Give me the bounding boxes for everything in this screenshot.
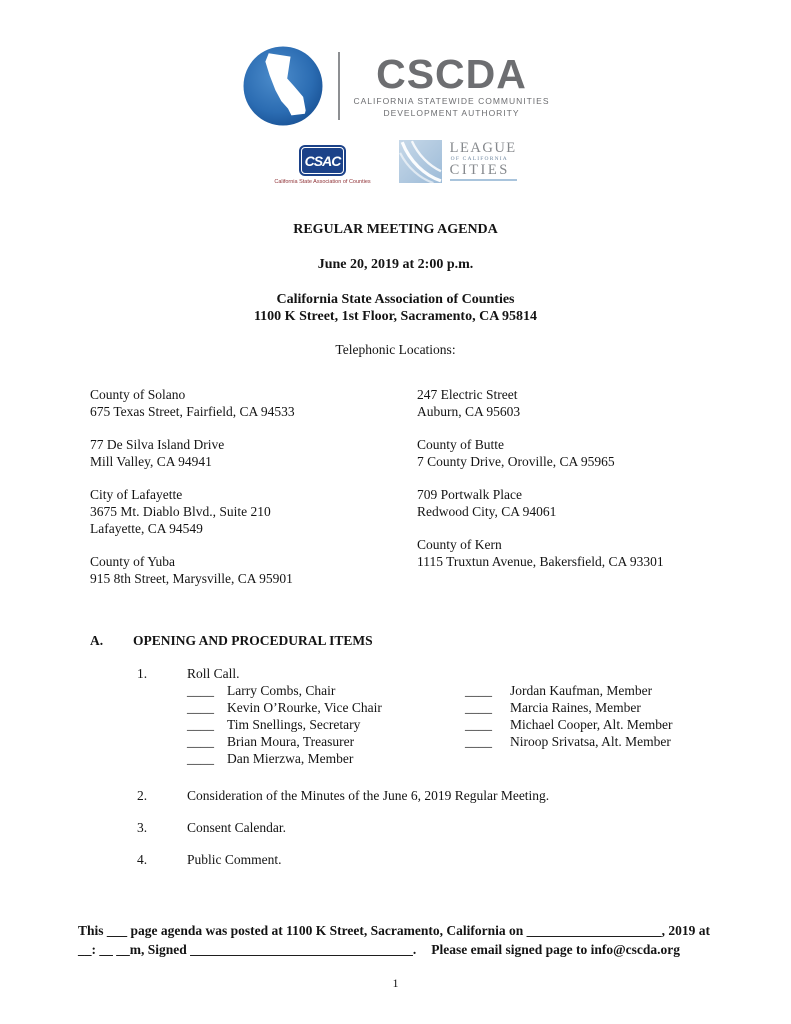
location-line: 1115 Truxtun Avenue, Bakersfield, CA 93301 xyxy=(417,554,664,569)
location-line: Redwood City, CA 94061 xyxy=(417,504,557,519)
section-letter: A. xyxy=(90,633,104,648)
roll-call-blank-line: ____ xyxy=(187,700,214,715)
roll-call-name: Jordan Kaufman, Member xyxy=(510,683,653,698)
roll-call-name: Tim Snellings, Secretary xyxy=(227,717,361,732)
agenda-item-1 xyxy=(137,665,791,682)
logo-divider xyxy=(338,52,340,120)
section-title: OPENING AND PROCEDURAL ITEMS xyxy=(133,633,373,648)
item-text: Public Comment. xyxy=(187,852,282,867)
roll-call-right-column xyxy=(465,682,673,767)
location-line: 7 County Drive, Oroville, CA 95965 xyxy=(417,454,615,469)
venue-name: California State Association of Counties xyxy=(276,292,515,307)
roll-call-left-column xyxy=(187,682,465,767)
location-line: Auburn, CA 95603 xyxy=(417,404,521,419)
telephonic-locations-label: Telephonic Locations: xyxy=(335,342,456,357)
roll-call-blank-line: ____ xyxy=(465,717,492,732)
roll-call-blank-line: ____ xyxy=(465,734,492,749)
roll-call-entry xyxy=(187,716,465,733)
roll-call-name: Michael Cooper, Alt. Member xyxy=(510,717,673,732)
roll-call-entry xyxy=(187,733,465,750)
location-entry xyxy=(417,386,664,420)
meeting-datetime: June 20, 2019 at 2:00 p.m. xyxy=(317,257,474,272)
cscda-tagline-line2: DEVELOPMENT AUTHORITY xyxy=(383,108,520,118)
location-entry xyxy=(90,436,417,470)
location-entry xyxy=(417,536,664,570)
cscda-acronym: CSCDA xyxy=(376,51,527,97)
location-entry xyxy=(417,436,664,470)
csac-acronym: CSAC xyxy=(304,152,341,169)
roll-call-name: Marcia Raines, Member xyxy=(510,700,641,715)
posting-notice xyxy=(78,921,738,959)
location-line: 77 De Silva Island Drive xyxy=(90,437,225,452)
roll-call-blank-line: ____ xyxy=(465,683,492,698)
location-entry xyxy=(90,386,417,420)
roll-call-name: Niroop Srivatsa, Alt. Member xyxy=(510,734,671,749)
cscda-tagline-line1: CALIFORNIA STATEWIDE COMMUNITIES xyxy=(353,96,550,106)
location-line: County of Solano xyxy=(90,387,186,402)
location-line: County of Butte xyxy=(417,437,504,452)
roll-call-list xyxy=(187,682,791,767)
item-text: Consideration of the Minutes of the June 6, 2019 Regular Meeting. xyxy=(187,788,550,803)
roll-call-blank-line: ____ xyxy=(187,717,214,732)
page-number: 1 xyxy=(392,976,399,990)
roll-call-entry xyxy=(465,733,673,750)
roll-call-entry xyxy=(187,750,465,767)
location-line: 915 8th Street, Marysville, CA 95901 xyxy=(90,571,293,586)
item-number: 4. xyxy=(137,852,148,867)
roll-call-entry xyxy=(465,682,673,699)
item-number: 3. xyxy=(137,820,148,835)
league-line2: OF CALIFORNIA xyxy=(450,156,508,162)
cscda-logo xyxy=(241,44,549,128)
roll-call-entry xyxy=(187,699,465,716)
venue-address: 1100 K Street, 1st Floor, Sacramento, CA 95814 xyxy=(253,309,538,324)
agenda-item-3 xyxy=(137,819,791,836)
item-number: 2. xyxy=(137,788,148,803)
location-line: 675 Texas Street, Fairfield, CA 94533 xyxy=(90,404,295,419)
locations-right-column xyxy=(417,386,664,603)
logo-block xyxy=(0,0,791,192)
league-wordmark xyxy=(450,141,517,181)
location-entry xyxy=(90,486,417,537)
league-line3: CITIES xyxy=(449,162,510,178)
telephonic-locations xyxy=(0,386,791,603)
roll-call-entry xyxy=(187,682,465,699)
location-line: 3675 Mt. Diablo Blvd., Suite 210 xyxy=(90,504,271,519)
item-text: Roll Call. xyxy=(187,666,240,681)
roll-call-name: Brian Moura, Treasurer xyxy=(227,734,355,749)
roll-call-entry xyxy=(465,716,673,733)
location-line: 247 Electric Street xyxy=(417,387,518,402)
csac-logo xyxy=(274,145,370,185)
roll-call-entry xyxy=(465,699,673,716)
csac-caption: California State Association of Counties xyxy=(274,179,371,185)
roll-call-blank-line: ____ xyxy=(187,683,214,698)
posting-signature-blanks: __: __ __m, Signed _________________________________. xyxy=(78,942,417,957)
agenda-item-4 xyxy=(137,851,791,868)
posting-notice-line2 xyxy=(78,940,738,959)
location-entry xyxy=(90,553,417,587)
section-heading xyxy=(90,633,791,649)
league-swoosh-icon xyxy=(399,140,442,183)
roll-call-name: Dan Mierzwa, Member xyxy=(227,751,354,766)
item-text: Consent Calendar. xyxy=(187,820,286,835)
title-block xyxy=(0,222,791,358)
partner-logos xyxy=(274,140,516,192)
posting-notice-line1: This ___ page agenda was posted at 1100 K Street, Sacramento, California on ____________________, 2019 at xyxy=(78,923,711,938)
roll-call-name: Larry Combs, Chair xyxy=(227,683,336,698)
roll-call-blank-line: ____ xyxy=(187,734,214,749)
document-title: REGULAR MEETING AGENDA xyxy=(293,222,498,237)
locations-left-column xyxy=(90,386,417,603)
location-line: County of Kern xyxy=(417,537,502,552)
cscda-wordmark xyxy=(353,51,550,118)
email-instruction: Please email signed page to info@cscda.org xyxy=(431,942,681,957)
location-line: Lafayette, CA 94549 xyxy=(90,521,203,536)
location-line: County of Yuba xyxy=(90,554,175,569)
location-line: City of Lafayette xyxy=(90,487,183,502)
roll-call-blank-line: ____ xyxy=(187,751,214,766)
agenda-item-2 xyxy=(137,787,791,804)
csac-logo-box xyxy=(299,145,346,176)
item-number: 1. xyxy=(137,666,148,681)
location-line: Mill Valley, CA 94941 xyxy=(90,454,212,469)
california-state-icon xyxy=(241,44,325,128)
agenda-section-a xyxy=(0,633,791,868)
meeting-venue xyxy=(0,291,791,325)
roll-call-blank-line: ____ xyxy=(465,700,492,715)
league-line1: LEAGUE xyxy=(449,140,517,156)
location-line: 709 Portwalk Place xyxy=(417,487,522,502)
roll-call-name: Kevin O’Rourke, Vice Chair xyxy=(227,700,382,715)
location-entry xyxy=(417,486,664,520)
league-of-california-cities-logo xyxy=(399,140,517,183)
